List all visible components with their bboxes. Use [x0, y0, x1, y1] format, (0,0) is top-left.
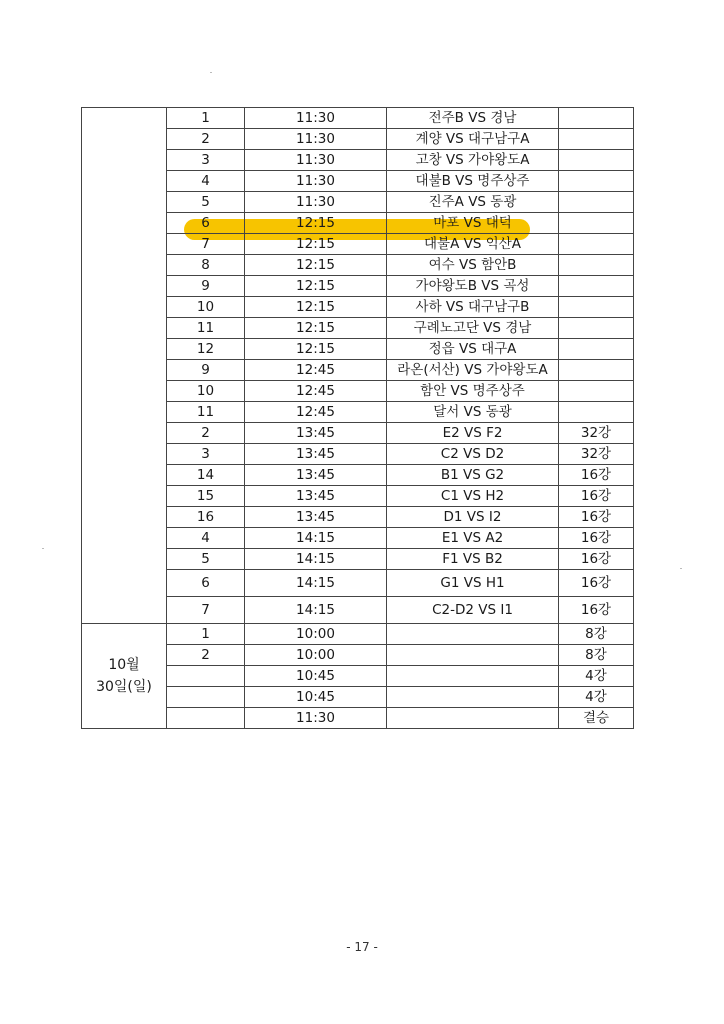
- cell-match: 대불A VS 익산A: [387, 234, 559, 255]
- cell-match: 전주B VS 경남: [387, 108, 559, 129]
- cell-time: 13:45: [245, 465, 387, 486]
- cell-no: 10: [167, 381, 245, 402]
- page-number: - 17 -: [346, 940, 378, 954]
- cell-match: 사하 VS 대구남구B: [387, 297, 559, 318]
- date-day: 30일(일): [96, 679, 152, 695]
- cell-no: 15: [167, 486, 245, 507]
- cell-round: [559, 360, 634, 381]
- cell-round: 8강: [559, 645, 634, 666]
- cell-match: 여수 VS 함안B: [387, 255, 559, 276]
- cell-match: 계양 VS 대구남구A: [387, 129, 559, 150]
- cell-round: [559, 276, 634, 297]
- cell-round: [559, 234, 634, 255]
- cell-no: 14: [167, 465, 245, 486]
- cell-no: 4: [167, 528, 245, 549]
- cell-no: 3: [167, 150, 245, 171]
- cell-time: 14:15: [245, 549, 387, 570]
- cell-time: 12:45: [245, 402, 387, 423]
- date-month: 10월: [108, 657, 140, 673]
- cell-round: [559, 150, 634, 171]
- cell-match: 정읍 VS 대구A: [387, 339, 559, 360]
- cell-round: [559, 339, 634, 360]
- cell-match: E2 VS F2: [387, 423, 559, 444]
- cell-time: 14:15: [245, 528, 387, 549]
- date-cell: [82, 624, 167, 729]
- cell-no: 1: [167, 624, 245, 645]
- cell-no: 5: [167, 192, 245, 213]
- cell-time: 12:15: [245, 213, 387, 234]
- cell-no: 6: [167, 213, 245, 234]
- cell-match: C2-D2 VS I1: [387, 597, 559, 624]
- cell-round: [559, 318, 634, 339]
- cell-time: 11:30: [245, 108, 387, 129]
- cell-no: 16: [167, 507, 245, 528]
- schedule-body: [82, 108, 634, 729]
- cell-no: 9: [167, 276, 245, 297]
- cell-match: 대불B VS 명주상주: [387, 171, 559, 192]
- cell-time: 12:45: [245, 360, 387, 381]
- table-row: [82, 108, 634, 129]
- cell-match: 함안 VS 명주상주: [387, 381, 559, 402]
- cell-match: C1 VS H2: [387, 486, 559, 507]
- cell-time: 11:30: [245, 192, 387, 213]
- cell-no: 2: [167, 645, 245, 666]
- cell-round: [559, 402, 634, 423]
- cell-match: 진주A VS 동광: [387, 192, 559, 213]
- cell-no: 7: [167, 597, 245, 624]
- cell-time: 14:15: [245, 597, 387, 624]
- cell-no: 2: [167, 423, 245, 444]
- cell-match: 구례노고단 VS 경남: [387, 318, 559, 339]
- cell-time: 10:45: [245, 666, 387, 687]
- cell-round: 32강: [559, 423, 634, 444]
- cell-match: C2 VS D2: [387, 444, 559, 465]
- cell-round: 16강: [559, 507, 634, 528]
- cell-round: 16강: [559, 465, 634, 486]
- cell-round: [559, 192, 634, 213]
- cell-time: 13:45: [245, 444, 387, 465]
- cell-match: 고창 VS 가야왕도A: [387, 150, 559, 171]
- cell-time: 12:15: [245, 234, 387, 255]
- cell-round: 4강: [559, 666, 634, 687]
- cell-time: 13:45: [245, 486, 387, 507]
- cell-round: [559, 297, 634, 318]
- cell-round: [559, 381, 634, 402]
- cell-match: [387, 624, 559, 645]
- cell-round: 16강: [559, 528, 634, 549]
- cell-no: [167, 687, 245, 708]
- cell-time: 12:15: [245, 339, 387, 360]
- cell-time: 13:45: [245, 423, 387, 444]
- cell-round: 16강: [559, 597, 634, 624]
- cell-time: 12:15: [245, 276, 387, 297]
- cell-time: 12:15: [245, 297, 387, 318]
- cell-time: 10:00: [245, 645, 387, 666]
- cell-time: 11:30: [245, 129, 387, 150]
- cell-no: 3: [167, 444, 245, 465]
- cell-no: 7: [167, 234, 245, 255]
- cell-match: 라온(서산) VS 가야왕도A: [387, 360, 559, 381]
- cell-match: B1 VS G2: [387, 465, 559, 486]
- cell-time: 11:30: [245, 708, 387, 729]
- cell-round: [559, 213, 634, 234]
- cell-no: 11: [167, 402, 245, 423]
- cell-no: 5: [167, 549, 245, 570]
- cell-match: G1 VS H1: [387, 570, 559, 597]
- cell-match: E1 VS A2: [387, 528, 559, 549]
- cell-match: F1 VS B2: [387, 549, 559, 570]
- cell-match: [387, 687, 559, 708]
- cell-round: 결승: [559, 708, 634, 729]
- cell-match: [387, 666, 559, 687]
- cell-no: 4: [167, 171, 245, 192]
- cell-match: [387, 708, 559, 729]
- cell-time: 10:00: [245, 624, 387, 645]
- cell-time: 12:15: [245, 318, 387, 339]
- schedule-table: [81, 107, 634, 729]
- cell-time: 14:15: [245, 570, 387, 597]
- cell-match: 가야왕도B VS 곡성: [387, 276, 559, 297]
- cell-time: 12:15: [245, 255, 387, 276]
- table-row: [82, 624, 634, 645]
- cell-match: [387, 645, 559, 666]
- cell-no: 2: [167, 129, 245, 150]
- cell-round: 16강: [559, 549, 634, 570]
- date-cell-empty: [82, 108, 167, 624]
- cell-round: [559, 108, 634, 129]
- cell-no: 12: [167, 339, 245, 360]
- cell-round: 4강: [559, 687, 634, 708]
- cell-round: [559, 255, 634, 276]
- cell-time: 11:30: [245, 171, 387, 192]
- cell-no: 10: [167, 297, 245, 318]
- cell-round: 16강: [559, 486, 634, 507]
- cell-time: 11:30: [245, 150, 387, 171]
- cell-no: [167, 708, 245, 729]
- cell-round: 32강: [559, 444, 634, 465]
- cell-round: 16강: [559, 570, 634, 597]
- cell-time: 12:45: [245, 381, 387, 402]
- cell-no: 9: [167, 360, 245, 381]
- cell-no: 1: [167, 108, 245, 129]
- cell-time: 13:45: [245, 507, 387, 528]
- cell-no: 6: [167, 570, 245, 597]
- cell-no: 11: [167, 318, 245, 339]
- cell-no: 8: [167, 255, 245, 276]
- cell-no: [167, 666, 245, 687]
- cell-round: [559, 171, 634, 192]
- cell-match: 마포 VS 대덕: [387, 213, 559, 234]
- cell-round: [559, 129, 634, 150]
- cell-match: D1 VS I2: [387, 507, 559, 528]
- cell-time: 10:45: [245, 687, 387, 708]
- cell-round: 8강: [559, 624, 634, 645]
- cell-match: 달서 VS 동광: [387, 402, 559, 423]
